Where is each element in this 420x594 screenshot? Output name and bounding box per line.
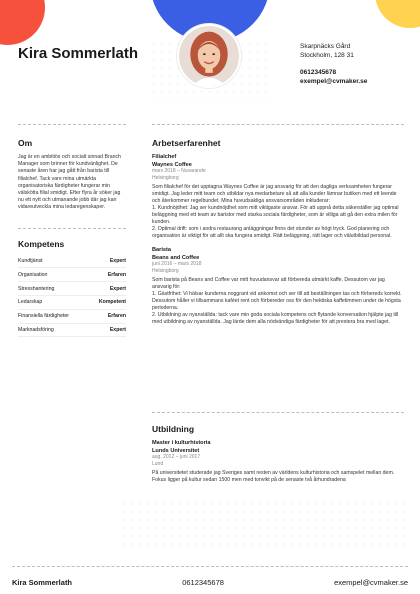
skill-level: Erfaren [107, 271, 126, 278]
skill-level: Kompetent [98, 299, 126, 306]
experience-section [152, 138, 404, 326]
right-column [152, 138, 404, 483]
address-line1: Skarpnäcks Gård [300, 43, 351, 50]
about-section [18, 138, 126, 212]
education-location: Lund [152, 460, 164, 467]
skill-name: Finansiella färdigheter [18, 313, 70, 320]
education-description: På universitetet studerade jag Sveriges samt resten av världens kulturhistoria och samspelet mellan dem. Fokus ligger på kultur sedan 1500 men med tonvikt på de senaste två århundradena [152, 470, 395, 483]
job-entry [152, 154, 404, 240]
education-entry [152, 440, 404, 484]
footer-phone: 0612345678 [182, 578, 224, 587]
footer [12, 578, 408, 587]
divider-left-top [18, 124, 126, 125]
divider-footer [12, 566, 408, 567]
job-period: mars 2018 – Nuvarande [152, 168, 206, 174]
about-title: Om [18, 138, 33, 148]
portrait-image [179, 26, 239, 86]
skill-row [18, 310, 126, 324]
education-degree: Master i kulturhistoria [152, 440, 211, 446]
skill-name: Organisation [18, 271, 48, 278]
job-period: juni 2016 – mars 2018 [152, 261, 202, 267]
job-role: Barista [152, 247, 171, 253]
experience-title: Arbetserfarenhet [152, 138, 221, 148]
job-description: Som barista på Beans and Coffee var mitt huvudansvar att förbereda utmärkt kaffe. Dessutom var jag ansvarig för: 1. Gästfrihet: Vi hälsar kunderna noggrant vid ankomst och ser till att beställningen tas och förbereds korrekt. Dessutom håller vi tillsammans kaféet rent och förbereder oss för den hektiska kaffetimmen under de högsta perioderna. 2. Utbildning av nyanställda: tack vare min goda sociala kompetens och flytande konversation hjälpte jag till med utbildning av nyanställda. Jag lärde dem alla nödvändiga färdigheter för att prestera bra med laget. [152, 277, 402, 325]
skill-row [18, 255, 126, 269]
contact-block [300, 42, 367, 86]
job-location: Helsingborg [152, 174, 179, 181]
phone-number: 0612345678 [300, 69, 337, 76]
skill-row [18, 324, 126, 338]
skill-name: Ledarskap [18, 299, 43, 306]
skills-title: Kompetens [18, 238, 65, 249]
job-description: Som filialchef för det upptagna Waynes Coffee är jag ansvarig för att den dagliga verksamheten fungerar smidigt. Jag leder mitt team och utbildar nya medarbetare så att alla kunder lämnar butiken med ett leende och återkommer regelbundet. Mina huvudsakliga ansvarsområden inkluderar: 1. Kundnöjdhet: Jag ser kundnöjdhet som mitt viktigaste ansvar. För att uppnå detta säkerställer jag optimal beläggning med ett team av baristor med starka sociala färdigheter, som är villiga att gå den extra milen för kunden. 2. Optimal drift: som i andra restaurang anläggningar finns det stunder av högt tryck. God planering och organisation är viktigt för att allt ska fungera smidigt. Rätt beläggning, rätt lager och välutbildad personal. [152, 184, 399, 239]
decor-dot-grid-bottom [120, 500, 410, 550]
skill-row [18, 296, 126, 310]
skill-row [18, 282, 126, 296]
skill-row [18, 268, 126, 282]
divider-right-top [152, 124, 404, 125]
left-column [18, 138, 126, 337]
profile-photo [177, 24, 241, 88]
education-section [152, 424, 404, 491]
job-company: Beans and Coffee [152, 255, 200, 261]
education-school: Lunds Universitet [152, 448, 200, 454]
decor-red-circle [0, 0, 45, 45]
job-company: Waynes Coffee [152, 162, 192, 168]
skill-level: Expert [109, 258, 126, 265]
candidate-name: Kira Sommerlath [18, 45, 139, 62]
job-role: Filialchef [152, 154, 177, 160]
skill-name: Kundtjänst [18, 258, 43, 265]
address-line2: Stockholm, 128 31 [300, 52, 354, 59]
skills-section [18, 239, 126, 338]
divider-skills [18, 228, 126, 229]
job-entry [152, 247, 404, 326]
footer-name: Kira Sommerlath [12, 578, 73, 587]
about-text: Jag är en ambitiös och socialt sinnad Branch Manager som brinner för kundvänlighet. De senaste åren har jag gått från barista till filialchef. Tack vare mina utmärkta organisatoriska färdigheter fungerar min välskötta filial smidigt. Efter flyra år söker jag nu ett nytt och utmanande jobb där jag kan vidareutveckla mina ledaregenskaper. [18, 154, 121, 211]
job-location: Helsingborg [152, 267, 179, 274]
decor-yellow-circle [375, 0, 420, 28]
skill-level: Expert [109, 285, 126, 292]
divider-education [152, 412, 404, 413]
email-address: exempel@cvmaker.se [300, 78, 368, 85]
skill-level: Erfaren [107, 313, 126, 320]
education-period: aug. 2012 – juni 2017 [152, 454, 201, 460]
education-title: Utbildning [152, 424, 195, 434]
skill-level: Expert [109, 326, 126, 333]
skills-list [18, 255, 126, 338]
skill-name: Stresshantering [18, 285, 55, 292]
skill-name: Marknadsföring [18, 326, 54, 333]
footer-email: exempel@cvmaker.se [334, 578, 408, 587]
